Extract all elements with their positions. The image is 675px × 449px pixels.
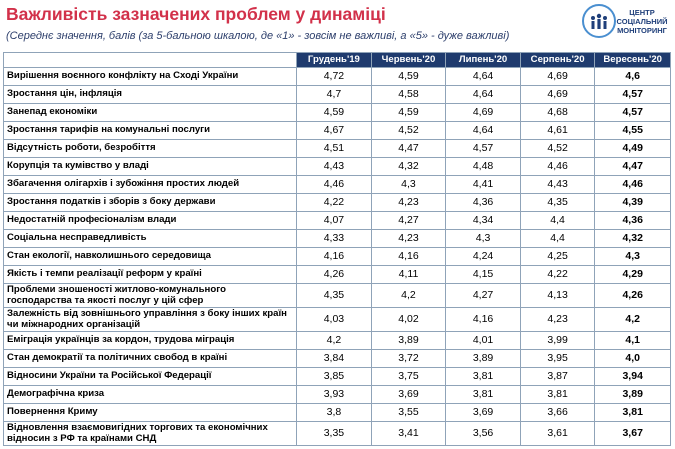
row-label: Відсутність роботи, безробіття (4, 140, 297, 158)
row-value: 4,2 (595, 308, 671, 332)
row-value: 4,43 (297, 158, 372, 176)
row-value: 4,35 (520, 194, 595, 212)
row-label: Збагачення олігархів і зубожіння простих людей (4, 176, 297, 194)
row-label: Якість і темпи реалізації реформ у країні (4, 266, 297, 284)
table-row (4, 140, 671, 158)
row-value: 3,69 (371, 386, 446, 404)
row-value: 3,93 (297, 386, 372, 404)
row-value: 4,16 (446, 308, 521, 332)
row-value: 4,3 (595, 248, 671, 266)
row-value: 4,26 (595, 284, 671, 308)
row-value: 3,81 (446, 386, 521, 404)
table-body (4, 68, 671, 446)
row-value: 4,46 (297, 176, 372, 194)
table-row (4, 248, 671, 266)
table-row (4, 422, 671, 446)
row-value: 4,47 (371, 140, 446, 158)
row-value: 4,32 (371, 158, 446, 176)
row-value: 4,36 (595, 212, 671, 230)
row-value: 4,59 (297, 104, 372, 122)
row-value: 4,51 (297, 140, 372, 158)
table-row (4, 104, 671, 122)
row-label: Недостатній професіоналізм влади (4, 212, 297, 230)
row-value: 4,55 (595, 122, 671, 140)
row-value: 4,01 (446, 332, 521, 350)
row-label: Демографічна криза (4, 386, 297, 404)
row-value: 3,84 (297, 350, 372, 368)
row-value: 4,57 (595, 104, 671, 122)
row-value: 3,81 (520, 386, 595, 404)
table-row (4, 350, 671, 368)
row-value: 3,61 (520, 422, 595, 446)
logo-emblem-icon (582, 4, 616, 38)
row-label: Занепад економіки (4, 104, 297, 122)
row-value: 3,81 (446, 368, 521, 386)
row-value: 3,85 (297, 368, 372, 386)
row-value: 4,6 (595, 68, 671, 86)
row-value: 3,89 (595, 386, 671, 404)
row-value: 3,72 (371, 350, 446, 368)
column-header: Серпень'20 (520, 53, 595, 68)
row-value: 4,64 (446, 122, 521, 140)
row-value: 4,69 (520, 68, 595, 86)
row-value: 4,3 (446, 230, 521, 248)
table-row (4, 212, 671, 230)
row-label: Проблеми зношеності житлово-комунального господарства та якості послуг у цій сфер (4, 284, 297, 308)
row-value: 4,48 (446, 158, 521, 176)
table-row (4, 386, 671, 404)
row-value: 3,89 (446, 350, 521, 368)
row-value: 4,49 (595, 140, 671, 158)
row-value: 4,64 (446, 86, 521, 104)
row-value: 4,16 (297, 248, 372, 266)
row-value: 4,22 (297, 194, 372, 212)
column-header: Червень'20 (371, 53, 446, 68)
header-corner (4, 53, 297, 68)
table-row (4, 68, 671, 86)
row-value: 4,69 (520, 86, 595, 104)
row-value: 4,61 (520, 122, 595, 140)
row-value: 4,58 (371, 86, 446, 104)
row-value: 3,41 (371, 422, 446, 446)
row-value: 3,56 (446, 422, 521, 446)
row-value: 4,67 (297, 122, 372, 140)
row-value: 4,41 (446, 176, 521, 194)
row-value: 4,46 (520, 158, 595, 176)
row-value: 3,69 (446, 404, 521, 422)
row-value: 3,81 (595, 404, 671, 422)
row-value: 4,47 (595, 158, 671, 176)
row-value: 3,67 (595, 422, 671, 446)
row-label: Зростання податків і зборів з боку держави (4, 194, 297, 212)
row-value: 4,11 (371, 266, 446, 284)
row-value: 4,23 (520, 308, 595, 332)
row-value: 4,0 (595, 350, 671, 368)
row-value: 4,59 (371, 104, 446, 122)
table-row (4, 308, 671, 332)
row-value: 4,69 (446, 104, 521, 122)
row-value: 3,99 (520, 332, 595, 350)
row-label: Відносини України та Російської Федерації (4, 368, 297, 386)
row-label: Соціальна несправедливість (4, 230, 297, 248)
row-value: 4,27 (446, 284, 521, 308)
table-row (4, 176, 671, 194)
row-value: 3,95 (520, 350, 595, 368)
table-row (4, 86, 671, 104)
row-value: 4,36 (446, 194, 521, 212)
row-value: 3,75 (371, 368, 446, 386)
row-value: 4,52 (520, 140, 595, 158)
row-value: 4,02 (371, 308, 446, 332)
row-value: 4,07 (297, 212, 372, 230)
row-value: 4,4 (520, 230, 595, 248)
column-header: Вересень'20 (595, 53, 671, 68)
table-header-row (4, 53, 671, 68)
row-label: Залежність від зовнішнього управління з боку інших країн чи міжнародних організацій (4, 308, 297, 332)
row-label: Зростання цін, інфляція (4, 86, 297, 104)
row-value: 4,2 (297, 332, 372, 350)
row-value: 3,55 (371, 404, 446, 422)
row-value: 4,13 (520, 284, 595, 308)
row-label: Відновлення взаємовигідних торгових та економічних відносин з РФ та країнами СНД (4, 422, 297, 446)
row-value: 4,52 (371, 122, 446, 140)
row-value: 4,15 (446, 266, 521, 284)
row-label: Вирішення воєнного конфлікту на Сході України (4, 68, 297, 86)
table-row (4, 368, 671, 386)
row-value: 4,57 (446, 140, 521, 158)
column-header: Грудень'19 (297, 53, 372, 68)
row-value: 4,68 (520, 104, 595, 122)
row-value: 4,29 (595, 266, 671, 284)
logo (580, 2, 670, 42)
table-row (4, 404, 671, 422)
row-value: 4,72 (297, 68, 372, 86)
table-row (4, 332, 671, 350)
row-value: 4,03 (297, 308, 372, 332)
row-value: 4,27 (371, 212, 446, 230)
row-label: Стан екології, навколишнього середовища (4, 248, 297, 266)
table-row (4, 122, 671, 140)
row-value: 4,25 (520, 248, 595, 266)
row-value: 4,23 (371, 194, 446, 212)
row-value: 3,8 (297, 404, 372, 422)
row-value: 3,94 (595, 368, 671, 386)
row-label: Зростання тарифів на комунальні послуги (4, 122, 297, 140)
row-value: 4,26 (297, 266, 372, 284)
page-title: Важливість зазначених проблем у динаміці (6, 4, 386, 24)
row-value: 4,46 (595, 176, 671, 194)
row-value: 4,33 (297, 230, 372, 248)
row-value: 4,4 (520, 212, 595, 230)
row-value: 4,43 (520, 176, 595, 194)
table-row (4, 194, 671, 212)
row-label: Корупція та кумівство у владі (4, 158, 297, 176)
data-table (3, 52, 671, 446)
page-subtitle: (Середнє значення, балів (за 5-бальною шкалою, де «1» - зовсім не важливі, а «5» - дуже важливі) (6, 30, 510, 42)
table-row (4, 230, 671, 248)
table-row (4, 284, 671, 308)
row-value: 4,1 (595, 332, 671, 350)
row-value: 4,22 (520, 266, 595, 284)
row-value: 4,64 (446, 68, 521, 86)
table-row (4, 266, 671, 284)
row-value: 4,2 (371, 284, 446, 308)
row-value: 3,66 (520, 404, 595, 422)
row-value: 3,89 (371, 332, 446, 350)
row-value: 4,35 (297, 284, 372, 308)
row-label: Стан демократії та політичних свобод в країні (4, 350, 297, 368)
row-value: 4,39 (595, 194, 671, 212)
table-row (4, 158, 671, 176)
row-value: 4,3 (371, 176, 446, 194)
row-label: Еміграція українців за кордон, трудова міграція (4, 332, 297, 350)
column-header: Липень'20 (446, 53, 521, 68)
row-label: Повернення Криму (4, 404, 297, 422)
row-value: 4,57 (595, 86, 671, 104)
row-value: 4,23 (371, 230, 446, 248)
row-value: 3,35 (297, 422, 372, 446)
row-value: 4,7 (297, 86, 372, 104)
row-value: 4,59 (371, 68, 446, 86)
row-value: 4,16 (371, 248, 446, 266)
row-value: 4,34 (446, 212, 521, 230)
row-value: 4,32 (595, 230, 671, 248)
row-value: 3,87 (520, 368, 595, 386)
row-value: 4,24 (446, 248, 521, 266)
logo-text: ЦЕНТР СОЦІАЛЬНИЙ МОНІТОРИНГ (616, 8, 668, 35)
